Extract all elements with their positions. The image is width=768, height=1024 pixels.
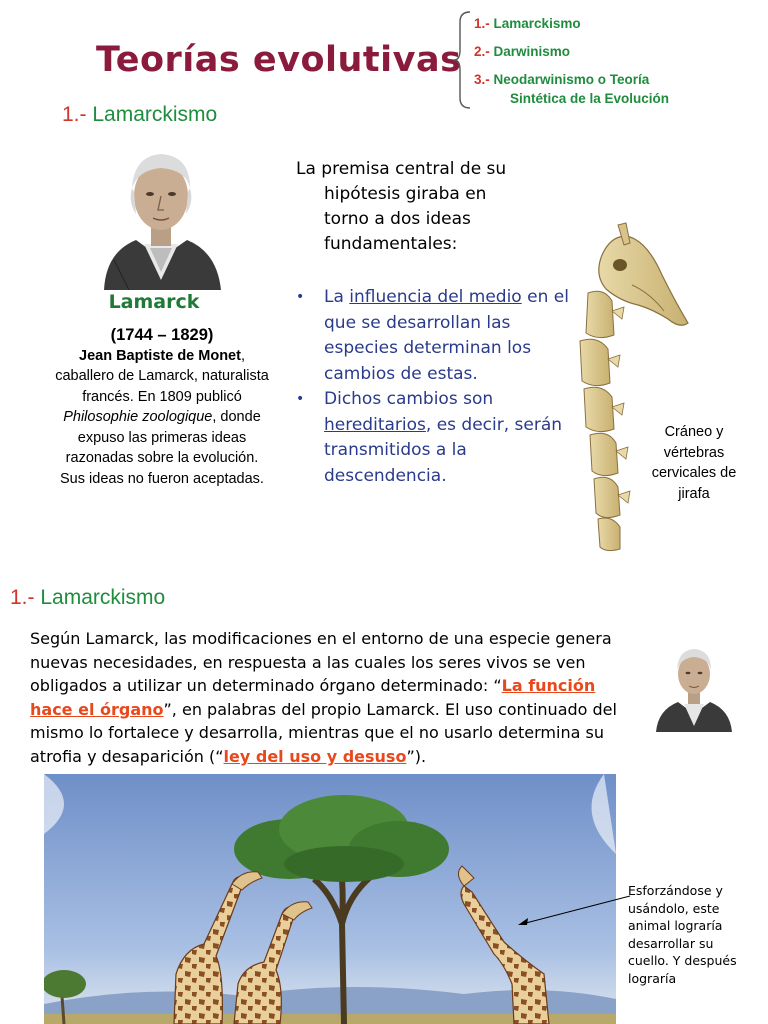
skeleton-caption: Cráneo y vértebras cervicales de jirafa (651, 424, 737, 502)
section-heading: 1.- Lamarckismo (62, 103, 218, 126)
bio-book: Philosophie zoologique (63, 409, 213, 425)
toc-item-2: 2.- Darwinismo (474, 44, 571, 59)
page-title: Teorías evolutivas (96, 40, 462, 80)
premise-line-3: torno a dos ideas (324, 209, 471, 229)
lamarck-bio (52, 325, 272, 489)
portrait-caption: Lamarck (108, 291, 200, 313)
toc-item-1: 1.- Lamarckismo (474, 16, 581, 31)
idea-item-1: • La influencia del medio en el que se desarrollan las especies determinan los cambios de estas. (296, 285, 571, 387)
theories-list (474, 14, 669, 108)
idea-item-2: • Dichos cambios son hereditarios, es decir, serán transmitidos a la descendencia. (296, 387, 571, 489)
bio-text-1: , caballero de Lamarck, naturalista francés. En 1809 publicó (55, 347, 269, 405)
premise-line-4: fundamentales: (324, 234, 458, 254)
arrow-icon (512, 890, 632, 930)
bio-dates: (1744 – 1829) (110, 326, 214, 344)
bio-fullname: Jean Baptiste de Monet (79, 347, 241, 364)
toc-item-3-cont: Sintética de la Evolución (510, 91, 670, 106)
lamarckism-paragraph: Según Lamarck, las modificaciones en el entorno de una especie genera nuevas necesidades, en respuesta a las cuales los seres vivos se ven obligados a utilizar un determinado órgano determinado: “La función hace el órgano”, en palabras del propio Lamarck. El uso continuado del mismo lo fortalece y desarrolla, mientras que el no usarlo determina su atrofia y desaparición (“ley del uso y desuso”). (30, 629, 617, 766)
bio-text-2: , donde expuso las primeras ideas razonadas sobre la evolución. Sus ideas no fueron aceptadas. (60, 409, 264, 487)
premise-line-2: hipótesis giraba en (324, 184, 487, 204)
highlight-use-disuse: ley del uso y desuso (223, 746, 407, 766)
section-heading-2: 1.- Lamarckismo (10, 586, 166, 609)
giraffe-skeleton-image (560, 215, 700, 555)
ideas-list (296, 285, 571, 489)
idea-link-hereditary: hereditarios (324, 414, 426, 435)
giraffe-side-note: Esforzándose y usándolo, este animal lograría desarrollar su cuello. Y después lograría (628, 883, 737, 986)
premise-line-1: La premisa central de su (296, 159, 507, 179)
highlight-function-organ: La función hace el órgano (30, 676, 596, 719)
lamarck-portrait (84, 140, 239, 290)
lamarck-portrait-small (648, 640, 740, 732)
brace-icon (452, 10, 474, 110)
premise-text (296, 157, 576, 257)
idea-link-influence: influencia del medio (349, 287, 522, 307)
toc-item-3: 3.- Neodarwinismo o Teoría (474, 72, 650, 87)
